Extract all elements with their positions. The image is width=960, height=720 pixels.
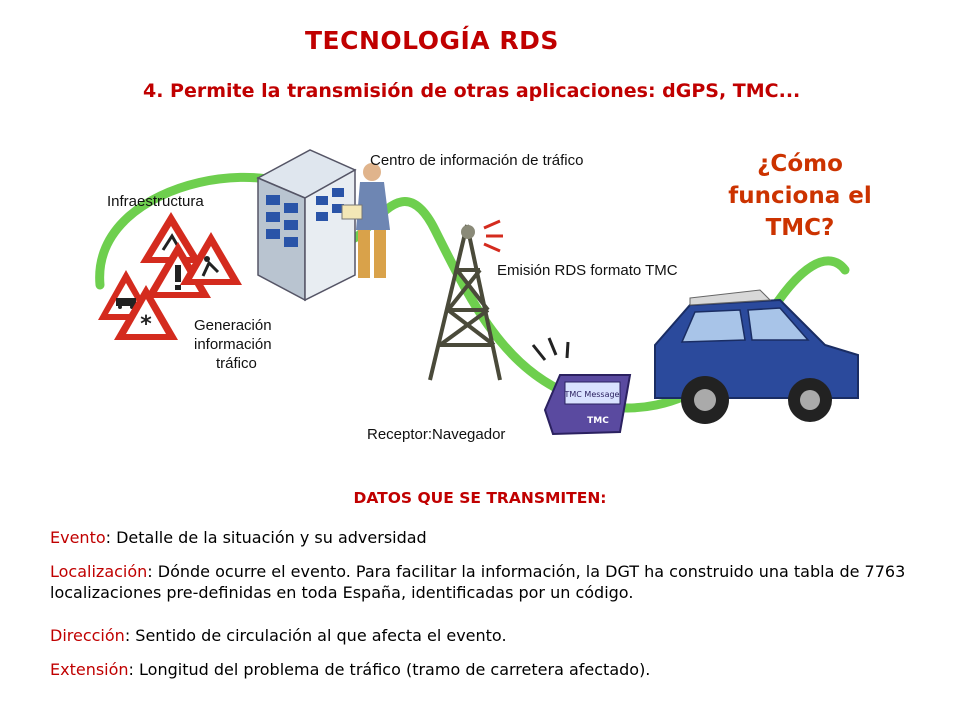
data-item-evento (50, 527, 930, 548)
question-line-2: funciona el (728, 183, 872, 209)
label-traffic-center: Centro de información de tráfico (370, 152, 584, 169)
label-receiver: Receptor:Navegador (367, 426, 506, 443)
data-item-term: Localización (50, 562, 148, 581)
data-item-localizacion (50, 561, 930, 603)
data-item-term: Evento (50, 528, 106, 547)
label-generation-3: tráfico (216, 355, 257, 372)
label-generation-2: información (194, 336, 272, 353)
label-emission: Emisión RDS formato TMC (497, 262, 678, 279)
question-text (720, 148, 880, 244)
data-item-desc: : Sentido de circulación al que afecta el evento. (124, 626, 507, 645)
label-infrastructure: Infraestructura (107, 193, 204, 210)
data-item-desc: : Detalle de la situación y su adversidad (105, 528, 427, 547)
device-screen-text: TMC Message (564, 390, 620, 399)
page-subtitle: 4. Permite la transmisión de otras aplicaciones: dGPS, TMC... (143, 80, 801, 102)
question-line-1: ¿Cómo (757, 151, 843, 177)
label-generation-1: Generación (194, 317, 272, 334)
data-item-extension (50, 659, 930, 680)
data-section-heading: DATOS QUE SE TRANSMITEN: (353, 489, 607, 507)
device-logo-text: TMC (587, 416, 609, 426)
data-item-term: Extensión (50, 660, 129, 679)
question-line-3: TMC? (765, 215, 835, 241)
page-title: TECNOLOGÍA RDS (305, 26, 559, 55)
traffic-center-cabinet-icon (258, 150, 355, 300)
car-icon (655, 290, 858, 424)
data-item-term: Dirección (50, 626, 125, 645)
data-item-direccion (50, 625, 930, 646)
data-item-desc: : Longitud del problema de tráfico (tramo de carretera afectado). (128, 660, 651, 679)
svg-text:*: * (140, 312, 152, 337)
data-item-desc: : Dónde ocurre el evento. Para facilitar la información, la DGT ha construido una tabla de 7763 localizaciones pre-definidas en toda España, identificadas por un código. (50, 562, 906, 602)
